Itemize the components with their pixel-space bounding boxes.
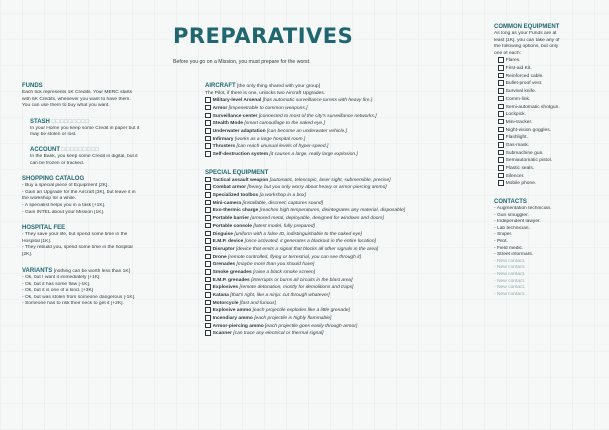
stash-heading-label: STASH bbox=[30, 118, 50, 125]
checklist-item bbox=[205, 223, 463, 231]
list-item: may be stolen or lost. bbox=[30, 132, 77, 138]
item-name: Gas-mask. bbox=[505, 143, 530, 149]
checkbox[interactable] bbox=[205, 246, 211, 252]
item-note: [installable, discreet, captures sound] bbox=[242, 200, 323, 206]
list-item: [2K]. bbox=[22, 251, 33, 257]
checklist-item bbox=[498, 127, 602, 135]
item-note: [a workshop in a box] bbox=[259, 193, 306, 199]
hospital-heading: HOSPITAL FEE bbox=[22, 225, 66, 232]
list-item: - Buy a special piece of Equipment [2K]. bbox=[22, 183, 109, 189]
item-name: Night-vision goggles. bbox=[505, 127, 551, 133]
checklist-item bbox=[498, 111, 602, 119]
checklist-item bbox=[498, 88, 602, 96]
checklist-item bbox=[205, 284, 463, 292]
item-name: Silencer. bbox=[505, 173, 525, 179]
aircraft-heading: AIRCRAFT bbox=[205, 83, 236, 89]
item-name: Scanner bbox=[212, 331, 234, 337]
item-name: Mini-tracker. bbox=[505, 119, 533, 125]
item-name: Mini-camera bbox=[212, 200, 243, 206]
list-item: - New contact. bbox=[494, 272, 526, 277]
checkbox[interactable] bbox=[498, 57, 504, 63]
variants-list bbox=[22, 275, 180, 308]
checkbox[interactable] bbox=[205, 300, 211, 306]
checklist-item bbox=[205, 120, 463, 128]
checkbox[interactable] bbox=[205, 184, 211, 190]
checklist-item bbox=[205, 128, 463, 136]
list-item: least [1K], you can take any of bbox=[494, 37, 560, 43]
item-name: Smoke grenades bbox=[212, 270, 254, 276]
checklist-item bbox=[498, 73, 602, 81]
list-item: with 6K Credits, whenever you want to have them. bbox=[22, 96, 131, 102]
page-title: PREPARATIVES bbox=[173, 24, 354, 48]
list-item: In the Bank, you keep some Credit in digital, but it bbox=[30, 153, 138, 159]
checkbox[interactable] bbox=[498, 88, 504, 94]
checkbox[interactable] bbox=[205, 307, 211, 313]
item-name: Explosive ammo bbox=[212, 308, 253, 314]
checkbox[interactable] bbox=[205, 223, 211, 229]
list-item: - Field medic. bbox=[494, 245, 524, 251]
checklist-item bbox=[205, 269, 463, 277]
checkbox[interactable] bbox=[205, 238, 211, 244]
checkbox[interactable] bbox=[498, 65, 504, 71]
checklist-item bbox=[205, 177, 463, 185]
item-note: [armored metal, deployable, designed for windows and doors] bbox=[250, 216, 384, 222]
list-item: - Someone has to risk their neck to get it [+2K]. bbox=[22, 301, 124, 307]
item-note: [latest model, fully prepared] bbox=[253, 223, 315, 229]
item-name: Exo-thermic charge bbox=[212, 208, 260, 214]
item-note: [can become an underwater vehicle.] bbox=[266, 129, 347, 135]
checklist-item bbox=[205, 277, 463, 285]
list-item: - A specialist helps you in a task [+1K]. bbox=[22, 202, 106, 208]
item-name: Military-level Arsenal bbox=[212, 98, 263, 104]
item-name: Portable barrier bbox=[212, 216, 251, 222]
checkbox[interactable] bbox=[205, 261, 211, 267]
item-note: [impenetrable to common weapons.] bbox=[228, 105, 308, 111]
checklist-item bbox=[205, 231, 463, 239]
item-note: [interrupts or burns all circuits in the blast area] bbox=[251, 277, 353, 283]
checklist-item bbox=[205, 136, 463, 144]
list-item: - Gain INTEL about your Mission [1K]. bbox=[22, 209, 105, 215]
item-note: [maybe more than you should have] bbox=[236, 262, 315, 268]
item-name: Bullet-proof vest. bbox=[505, 81, 543, 87]
item-name: Submachine gun. bbox=[505, 150, 544, 156]
checklist-item bbox=[205, 143, 463, 151]
list-item: - Gain an Upgrade for the Aircraft [3K], but leave it in bbox=[22, 189, 136, 195]
item-note: [each projectile explodes like a little grenade] bbox=[252, 308, 350, 314]
checkbox[interactable] bbox=[205, 128, 211, 134]
item-name: Disguise bbox=[212, 231, 235, 237]
list-item: - Street informant. bbox=[494, 252, 534, 258]
checklist-item bbox=[205, 200, 463, 208]
left-column bbox=[22, 82, 180, 308]
common-intro bbox=[494, 31, 602, 57]
contacts-heading: CONTACTS bbox=[494, 199, 527, 206]
checklist-item bbox=[205, 330, 463, 338]
list-item: - Ok, but it has some flaw [-1K]. bbox=[22, 281, 91, 287]
item-name: Explosives bbox=[212, 285, 240, 291]
item-name: Thrusters bbox=[212, 144, 237, 150]
checkbox[interactable] bbox=[205, 323, 211, 329]
checkbox[interactable] bbox=[205, 269, 211, 275]
item-name: Lockpick. bbox=[505, 112, 526, 118]
checklist-item bbox=[205, 207, 463, 215]
checkbox[interactable] bbox=[498, 111, 504, 117]
checkbox[interactable] bbox=[205, 200, 211, 206]
checkbox[interactable] bbox=[498, 180, 504, 186]
item-note: [has automatic surveillance turrets with heavy fire.] bbox=[262, 98, 373, 104]
checkbox[interactable] bbox=[205, 315, 211, 321]
checkbox[interactable] bbox=[498, 127, 504, 133]
checklist-item bbox=[498, 57, 602, 65]
list-item: - Ok, but I want it immediately [+1K]. bbox=[22, 275, 101, 281]
checkbox[interactable] bbox=[498, 150, 504, 156]
checklist-item bbox=[205, 254, 463, 262]
right-column bbox=[494, 23, 602, 298]
list-item: Each tick represents 1K Credits. Your MERC starts bbox=[22, 90, 133, 95]
item-name: Plastic seals. bbox=[505, 166, 535, 172]
checklist-item bbox=[205, 261, 463, 269]
list-item: one of each: bbox=[494, 50, 521, 56]
shopping-heading: SHOPPING CATALOG bbox=[22, 176, 85, 183]
variants-note: [nothing can be worth less than 1K] bbox=[53, 268, 130, 274]
item-name: Self-destruction system bbox=[212, 152, 270, 158]
item-name: Surveillance center bbox=[212, 113, 259, 119]
checkbox[interactable] bbox=[205, 151, 211, 157]
funds-heading: FUNDS bbox=[22, 83, 43, 89]
checklist-item bbox=[498, 180, 602, 188]
checklist-item bbox=[205, 97, 463, 105]
checklist-item bbox=[205, 246, 463, 254]
checkbox[interactable] bbox=[498, 104, 504, 110]
item-name: Armor bbox=[212, 105, 229, 111]
item-note: [can trace any electrical or thermal signal] bbox=[233, 331, 324, 337]
item-name: Semiautomatic pistol. bbox=[505, 158, 553, 164]
checkbox[interactable] bbox=[205, 143, 211, 149]
item-note: [each projectile goes easily through armor] bbox=[265, 323, 358, 329]
checklist-item bbox=[498, 119, 602, 127]
checkbox[interactable] bbox=[205, 120, 211, 126]
list-item: - New contact. bbox=[494, 258, 526, 264]
checklist-item bbox=[498, 134, 602, 142]
checklist-item bbox=[205, 184, 463, 192]
checkbox[interactable] bbox=[205, 177, 211, 183]
list-item: - Ok, but it is one of a kind. [+3K] bbox=[22, 288, 94, 294]
checkbox[interactable] bbox=[205, 277, 211, 283]
intro-text: Before you go on a Mission, you must prepare for the worst. bbox=[173, 59, 311, 65]
hospital-list bbox=[22, 232, 180, 258]
checklist-item bbox=[205, 215, 463, 223]
checkbox[interactable] bbox=[205, 207, 211, 213]
item-name: Flashlight. bbox=[505, 135, 528, 141]
list-item: - New contact. bbox=[494, 285, 526, 291]
account-heading: ACCOUNT □□□□□□□□□ bbox=[30, 146, 100, 153]
checklist-item bbox=[498, 142, 602, 150]
list-item: the workshop for a while. bbox=[22, 196, 77, 202]
checklist-item bbox=[205, 105, 463, 113]
item-note: [smart camouflage to the naked eye.] bbox=[244, 121, 325, 127]
item-note: [reaches high temperatures, disintegrates any material, disposable] bbox=[259, 208, 406, 214]
item-name: Comm-link. bbox=[505, 96, 531, 102]
checklist-item bbox=[205, 238, 463, 246]
item-name: E.M.P. grenades bbox=[212, 277, 252, 283]
checklist-item bbox=[498, 80, 602, 88]
checklist-item bbox=[205, 292, 463, 300]
item-name: Tactical assault weapon bbox=[212, 177, 270, 183]
checklist-item bbox=[498, 173, 602, 181]
item-name: Stealth Mode bbox=[212, 121, 245, 127]
middle-column bbox=[205, 82, 463, 338]
list-item: - New contact. bbox=[494, 265, 526, 271]
list-item: - They rebuild you, spend some time in the hospital bbox=[22, 245, 133, 251]
list-item: - They save your life, but spend some time in the bbox=[22, 232, 128, 238]
item-name: First-aid Kit. bbox=[505, 66, 532, 72]
checkbox[interactable] bbox=[498, 165, 504, 171]
item-name: Specialized toolbox bbox=[212, 193, 260, 199]
checklist-item bbox=[498, 150, 602, 158]
list-item: - Pilot. bbox=[494, 239, 508, 245]
item-name: Armor-piercing ammo bbox=[212, 323, 266, 329]
item-name: Portable console bbox=[212, 223, 254, 229]
list-item: - Independent lawyer. bbox=[494, 219, 541, 225]
variants-heading-row bbox=[22, 267, 180, 276]
checkbox[interactable] bbox=[498, 157, 504, 163]
item-note: [works as a large hospital room.] bbox=[234, 136, 306, 142]
item-note: [remote detonation, mostly for demolitions and traps] bbox=[239, 285, 354, 291]
item-note: [heavy, but you only worry about heavy or armor-piercing ammo] bbox=[247, 185, 387, 191]
checkbox[interactable] bbox=[205, 292, 211, 298]
checkbox[interactable] bbox=[498, 119, 504, 125]
list-item: - Sniper. bbox=[494, 232, 513, 238]
aircraft-heading-row bbox=[205, 82, 463, 91]
checkbox[interactable] bbox=[205, 97, 211, 103]
list-item: the following options, but only bbox=[494, 44, 559, 50]
checkbox[interactable] bbox=[498, 134, 504, 140]
checklist-item bbox=[498, 96, 602, 104]
checkbox[interactable] bbox=[205, 231, 211, 237]
checklist-item bbox=[498, 165, 602, 173]
item-note: [each projectile is highly flammable] bbox=[254, 316, 332, 322]
item-note: [uniform with a false ID, indistinguishable to the naked eye] bbox=[234, 231, 362, 237]
account-text bbox=[30, 154, 180, 167]
item-note: [fast and furious] bbox=[239, 300, 276, 306]
stash-text bbox=[30, 126, 180, 139]
item-name: Motorcycle bbox=[212, 300, 240, 306]
checkbox[interactable] bbox=[205, 284, 211, 290]
item-name: Incendiary ammo bbox=[212, 316, 255, 322]
checkbox[interactable] bbox=[205, 113, 211, 119]
checkbox[interactable] bbox=[498, 80, 504, 86]
checkbox[interactable] bbox=[205, 105, 211, 111]
stash-heading: STASH □□□□□□□□□ bbox=[30, 118, 90, 125]
checklist-item bbox=[205, 323, 463, 331]
list-item: - Lab technician. bbox=[494, 225, 530, 231]
checklist-item bbox=[205, 192, 463, 200]
aircraft-intro: The Pilot, if there is one, unlocks two Aircraft Upgrades. bbox=[205, 90, 326, 96]
list-item: - Augmentation technician. bbox=[494, 206, 552, 212]
item-name: Reinforced cable. bbox=[505, 73, 544, 79]
list-item: - New contact. bbox=[494, 291, 526, 297]
list-item: Hospital [1K]. bbox=[22, 238, 52, 244]
checkbox[interactable] bbox=[498, 73, 504, 79]
checkbox[interactable] bbox=[498, 142, 504, 148]
list-item: In your Home you keep some Credit in paper but it bbox=[30, 125, 140, 131]
item-name: E.M.P. device bbox=[212, 239, 245, 245]
item-note: [that's right, like a ninja: cut through whatever] bbox=[230, 293, 330, 299]
aircraft-note: [the only thing shared with your group] bbox=[237, 84, 320, 89]
item-name: Katana bbox=[212, 293, 231, 299]
checkbox[interactable] bbox=[205, 215, 211, 221]
item-name: Combat armor bbox=[212, 185, 248, 191]
special-list bbox=[205, 177, 463, 338]
item-name: Disruptor bbox=[212, 246, 236, 252]
contacts-list bbox=[494, 206, 602, 259]
aircraft-list bbox=[205, 97, 463, 159]
item-name: Infirmary bbox=[212, 136, 235, 142]
funds-text bbox=[22, 90, 180, 110]
item-note: [it causes a large, really large explosion.] bbox=[269, 152, 358, 158]
item-name: Flares. bbox=[505, 58, 521, 64]
list-item: - Gun smuggler. bbox=[494, 212, 529, 218]
item-name: Underwater adaptation bbox=[212, 129, 267, 135]
checklist-item bbox=[498, 157, 602, 165]
variants-heading: VARIANTS bbox=[22, 267, 53, 274]
checkbox[interactable] bbox=[498, 173, 504, 179]
checklist-item bbox=[498, 104, 602, 112]
item-name: Survival knife. bbox=[505, 89, 537, 95]
checkbox[interactable] bbox=[205, 136, 211, 142]
common-list bbox=[498, 57, 602, 188]
checkbox[interactable] bbox=[205, 192, 211, 198]
common-heading: COMMON EQUIPMENT bbox=[494, 24, 560, 30]
checklist-item bbox=[205, 113, 463, 121]
contacts-new-list bbox=[494, 259, 602, 299]
list-item: As long as your Funds are at bbox=[494, 31, 557, 36]
checkbox[interactable] bbox=[205, 254, 211, 260]
item-note: [connected to most of the city's surveillance networks.] bbox=[258, 113, 377, 119]
checklist-item bbox=[205, 300, 463, 308]
item-name: Mobile phone. bbox=[505, 181, 537, 187]
item-note: [device that emits a signal that blocks all other signals in the area] bbox=[235, 246, 379, 252]
checkbox[interactable] bbox=[498, 96, 504, 102]
checklist-item bbox=[205, 307, 463, 315]
list-item: - New contact. bbox=[494, 278, 526, 284]
list-item: can be frozen or tracked. bbox=[30, 160, 85, 166]
checklist-item bbox=[205, 151, 463, 159]
item-note: [remote controlled, flying or terrestrial, you can see through it] bbox=[228, 254, 362, 260]
checkbox[interactable] bbox=[205, 330, 211, 336]
checklist-item bbox=[205, 315, 463, 323]
special-heading: SPECIAL EQUIPMENT bbox=[205, 169, 269, 176]
list-item: You can use them to buy what you want. bbox=[22, 103, 110, 109]
item-name: Grenades bbox=[212, 262, 237, 268]
list-item: - Ok, but was stolen from someone dangerous [-1K]. bbox=[22, 294, 136, 300]
shopping-list bbox=[22, 183, 180, 216]
item-note: [can reach unusual levels of hyper-speed.] bbox=[236, 144, 329, 150]
item-note: [automatic, telescopic, laser sight, submersible, precise] bbox=[269, 177, 391, 183]
item-name: Drone bbox=[212, 254, 229, 260]
item-note: [raise a black smoke screen] bbox=[253, 270, 316, 276]
item-note: [once activated, it generates a blackout in the entire location] bbox=[244, 239, 376, 245]
item-name: Semi-automatic shotgun. bbox=[505, 104, 560, 110]
checklist-item bbox=[498, 65, 602, 73]
account-heading-label: ACCOUNT bbox=[30, 146, 60, 153]
